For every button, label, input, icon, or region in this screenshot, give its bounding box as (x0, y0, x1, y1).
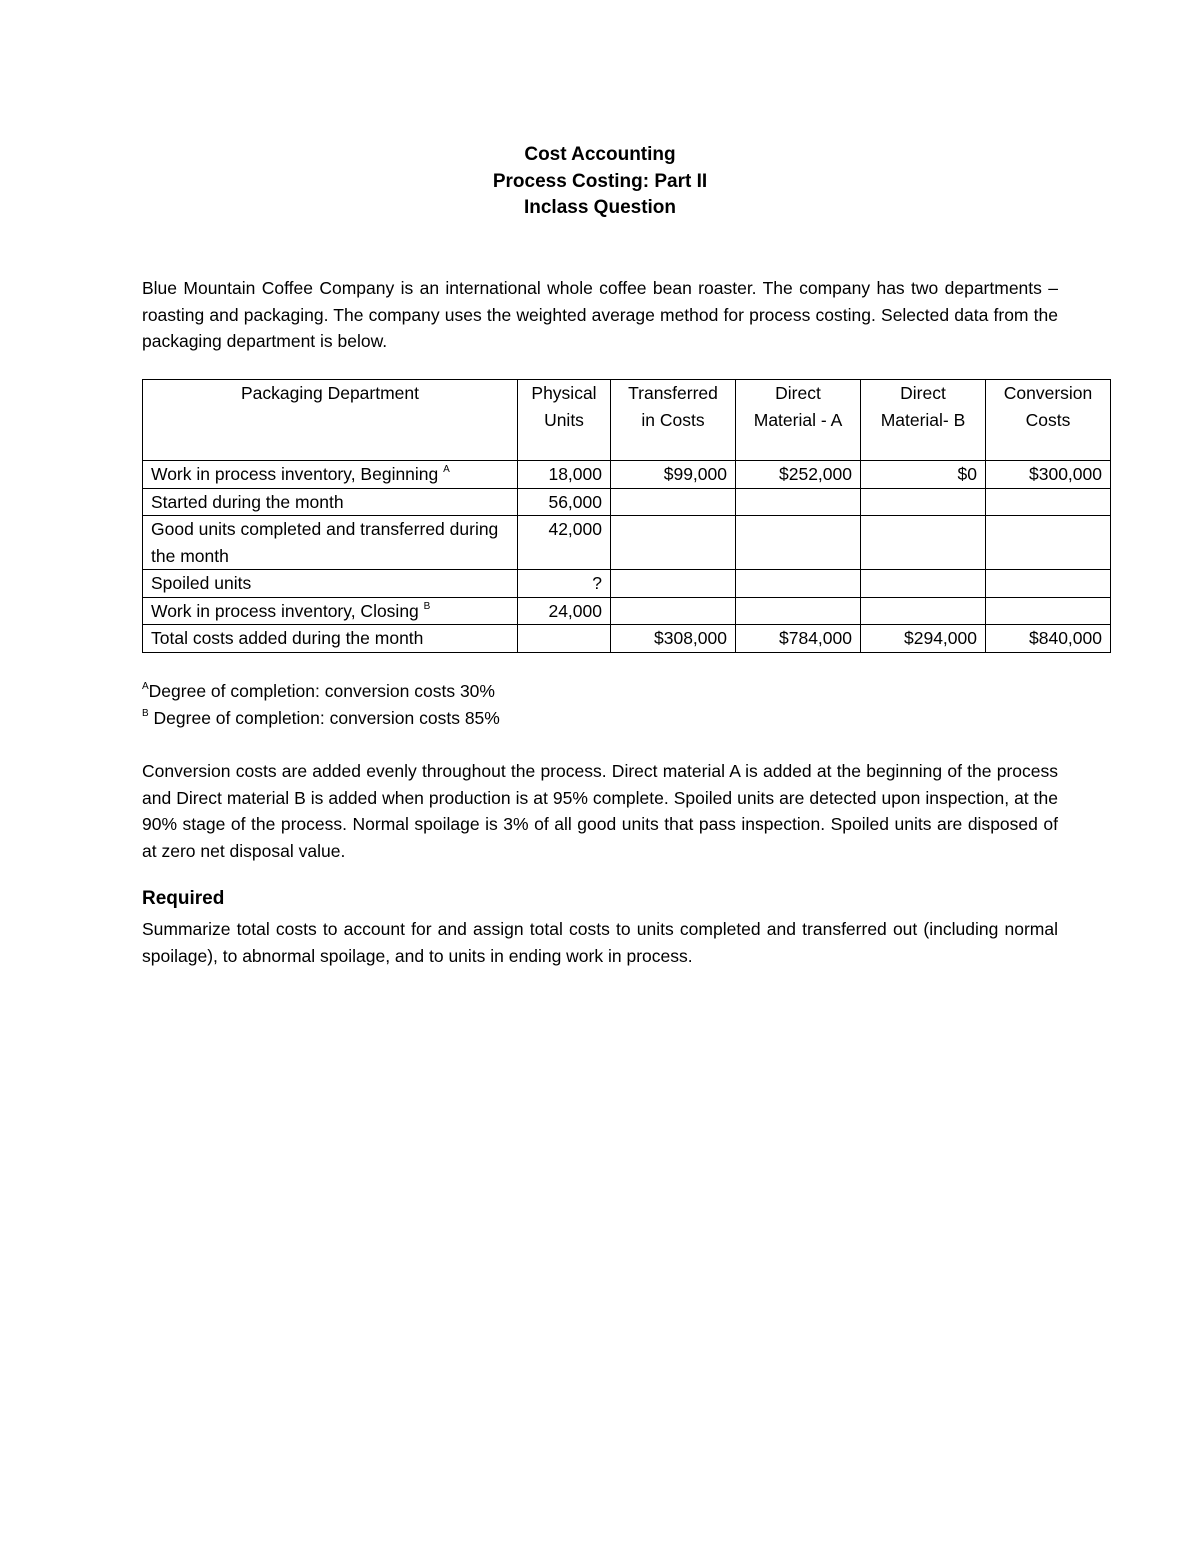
table-cell (861, 516, 986, 570)
question-title: Inclass Question (523, 197, 677, 218)
table-cell (986, 488, 1111, 516)
table-row (143, 488, 1111, 516)
process-paragraph: Conversion costs are added evenly throughout the process. Direct material A is added at the beginning of the process and Direct material B is added when production is at 95% complete. Spoiled units are detected upon inspection, at the 90% stage of the process. Normal spoilage is 3% of all good units that pass inspection. Spoiled units are disposed of at zero net disposal value. (142, 761, 1058, 861)
row-label: Started during the month (143, 488, 518, 516)
intro-paragraph: Blue Mountain Coffee Company is an international whole coffee bean roaster. The company has two departments – roasting and packaging. The company uses the weighted average method for process costing. Selected data from the packaging department is below. (142, 278, 1058, 351)
table-cell: $99,000 (611, 461, 736, 489)
table-cell: $308,000 (611, 625, 736, 653)
required-heading: Required (142, 888, 225, 909)
column-header-physical-units: Physical Units (518, 380, 611, 461)
document-title (0, 142, 1200, 222)
table-cell: 18,000 (518, 461, 611, 489)
footnote-b: $^B$ Degree of completion: conversion costs 85% (142, 708, 500, 728)
topic-title: Process Costing: Part II (492, 170, 708, 192)
table-row (143, 570, 1111, 598)
row-label: Work in process inventory, Beginning $^A$ (143, 461, 518, 489)
table-cell: $294,000 (861, 625, 986, 653)
table-row (143, 516, 1111, 570)
table-cell (986, 570, 1111, 598)
row-label: Work in process inventory, Closing $^B$ (143, 597, 518, 625)
column-header-department: Packaging Department (143, 380, 518, 461)
footnote-marker: A (142, 681, 149, 692)
table-cell: $784,000 (736, 625, 861, 653)
table-cell: $252,000 (736, 461, 861, 489)
footnote-a: $^A$Degree of completion: conversion costs 30% (142, 681, 495, 701)
required-paragraph: Summarize total costs to account for and assign total costs to units completed and transferred out (including normal spoilage), to abnormal spoilage, and to units in ending work in process. (142, 919, 1058, 966)
table-cell: $840,000 (986, 625, 1111, 653)
column-header-conversion-costs: Conversion Costs (986, 380, 1111, 461)
footnote-marker: B (423, 600, 431, 612)
table-cell (611, 488, 736, 516)
table-cell (736, 488, 861, 516)
row-label: Total costs added during the month (143, 625, 518, 653)
row-label: Spoiled units (143, 570, 518, 598)
table-row (143, 461, 1111, 489)
table-cell (861, 570, 986, 598)
table-cell (611, 570, 736, 598)
table-cell: $0 (861, 461, 986, 489)
table-cell: 56,000 (518, 488, 611, 516)
table-cell (611, 516, 736, 570)
table-cell: 42,000 (518, 516, 611, 570)
table-cell (736, 516, 861, 570)
table-row (143, 597, 1111, 625)
table-cell (611, 597, 736, 625)
table-cell (518, 625, 611, 653)
table-cell: $300,000 (986, 461, 1111, 489)
packaging-department-table (142, 379, 1111, 653)
column-header-transferred-in: Transferred in Costs (611, 380, 736, 461)
course-title: Cost Accounting (524, 144, 676, 165)
table-cell (861, 488, 986, 516)
row-label: Good units completed and transferred during the month (143, 516, 518, 570)
column-header-direct-material-a: Direct Material - A (736, 380, 861, 461)
table-cell (736, 570, 861, 598)
column-header-direct-material-b: Direct Material- B (861, 380, 986, 461)
table-cell (986, 516, 1111, 570)
table-header-row (143, 380, 1111, 461)
footnote-marker: A (443, 464, 450, 475)
footnote-marker: B (142, 708, 149, 719)
table-row (143, 625, 1111, 653)
table-cell (986, 597, 1111, 625)
table-cell: 24,000 (518, 597, 611, 625)
table-cell: ? (518, 570, 611, 598)
table-cell (861, 597, 986, 625)
table-cell (736, 597, 861, 625)
